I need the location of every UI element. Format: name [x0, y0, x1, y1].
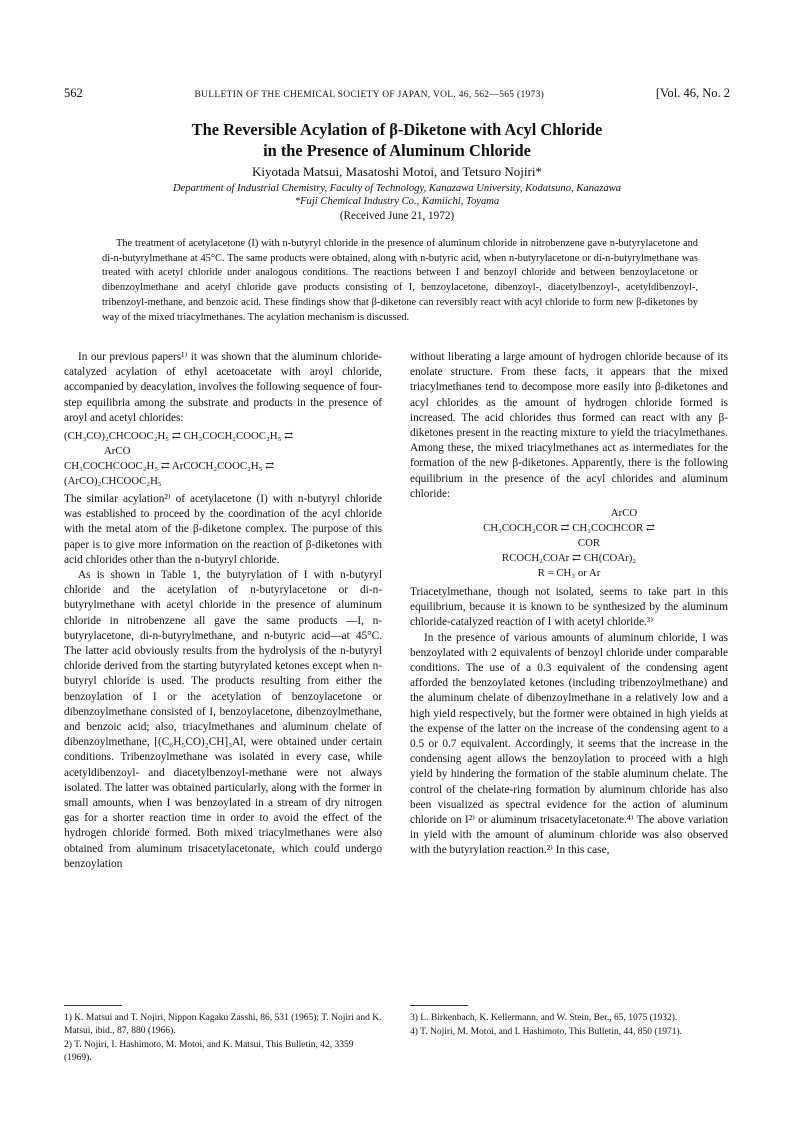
footnote: 2) T. Nojiri, I. Hashimoto, M. Motoi, and K. Matsui, This Bulletin, 42, 3359 (1969).: [64, 1040, 354, 1063]
equation-line: RCOCH₂COAr ⇄ CH(COAr)₂: [501, 552, 637, 565]
equation-line: ArCO: [610, 507, 638, 520]
footnote-rule: [410, 1005, 468, 1006]
received-date: (Received June 21, 1972): [339, 210, 455, 222]
affiliation-1: Department of Industrial Chemistry, Faculty of Technology, Kanazawa University, Kodatsuno, Kanazawa: [172, 183, 622, 194]
footnote-rule: [64, 1005, 122, 1006]
equation-line: COR: [577, 537, 601, 550]
footnote: 4) T. Nojiri, M. Motoi, and I. Hashimoto, This Bulletin, 44, 850 (1971).: [410, 1027, 683, 1037]
journal-citation: BULLETIN OF THE CHEMICAL SOCIETY OF JAPAN, VOL. 46, 562—565 (1973): [194, 90, 545, 100]
equation-line: CH₃COCH₂COR ⇄ CH₃COCHCOR ⇄: [483, 522, 655, 535]
paragraph: In the presence of various amounts of aluminum chloride, I was benzoylated with 2 equivalents of benzoyl chloride under comparable conditions. The use of a 0.3 equivalent of the condensing agent afforded the benzoylated ketones (including tribenzoylmethane) and the aluminum chelate of dibenzoylmethane in a relatively low and a high yield respectively, but the former were obtained in high yields at the expense of the latter on the increase of the condensing agent to a 0.5 or 0.7 equivalent. Accordingly, it seems that the increase in the condensing agent allows the benzoylation to proceed with a high yield by hindering the formation of the stable aluminum chelate. The control of the chelate-ring formation by aluminum chloride has also been visualized as spectral evidence for the action of aluminum chloride on I²⁾ or aluminum trisacetylacetonate.⁴⁾ The above variation in yield with the amount of aluminum chloride was also observed with the butyrylation reaction.²⁾ In this case,: [410, 631, 728, 857]
authors: Kiyotada Matsui, Masatoshi Motoi, and Tetsuro Nojiri*: [252, 164, 542, 179]
equilibrium-scheme-2: [410, 506, 728, 581]
paragraph: without liberating a large amount of hydrogen chloride because of its enolate structure. From these facts, it appears that the mixed triacylmethanes tend to decompose more easily into β-diketones and acyl chlorides as the amount of hydrogen chloride formed is increased. The acid chlorides thus formed can react with any β-diketones present in the reacting mixture to yield the triacylmethanes. Among these, the mixed triacylmethanes act as intermediates for the formation of the new β-diketones. Apparently, there is the following equilibrium in the presence of the acyl chlorides and aluminum chloride:: [410, 351, 728, 500]
footnote: 1) K. Matsui and T. Nojiri, Nippon Kagaku Zasshi, 86, 531 (1965); T. Nojiri and K. Matsui, ibid., 87, 880 (1966).: [64, 1013, 382, 1036]
volume-issue: [Vol. 46, No. 2: [655, 86, 730, 100]
paragraph: In our previous papers¹⁾ it was shown that the aluminum chloride-catalyzed acylation of ethyl acetoacetate with aroyl chloride, accompanied by deacylation, involves the following sequence of four-step equilibria among the substrate and products in the presence of aroyl and acetyl chlorides:: [64, 351, 382, 424]
running-head: [64, 86, 730, 101]
paper-title: [64, 119, 730, 161]
right-column: [410, 350, 728, 859]
title-line-1: The Reversible Acylation of β-Diketone with Acyl Chloride: [191, 120, 603, 139]
footnotes-right: [410, 1012, 728, 1040]
equation-line: R = CH₃ or Ar: [537, 567, 601, 580]
footnotes-left: [64, 1012, 382, 1066]
page-number: 562: [64, 86, 83, 100]
paragraph: The similar acylation²⁾ of acetylacetone (I) with n-butyryl chloride was established to proceed by the coordination of the acyl chloride with the metal atom of the β-diketone complex. The purpose of this paper is to give more information on the reaction of β-diketones with acid chlorides other than the n-butyryl chloride.: [64, 493, 382, 566]
paragraph: As is shown in Table 1, the butyrylation of I with n-butyryl chloride and the acetylation of n-butyrylacetone or di-n-butyrylmethane with acetyl chloride in the presence of aluminum chloride in nitrobenzene all gave the same products —I, n-butyrylacetone, di-n-butyrylmethane, and n-butyric acid—at 45°C. The latter acid obviously results from the hydrolysis of the n-butyryl chloride derived from the starting butyrylated ketones except when n-butyryl chloride is used. The products resulting from either the benzoylation of I or the acetylation of benzoylacetone or dibenzoylmethane consisted of I, benzoylacetone, dibenzoylmethane, and benzoic acid; also, triacylmethanes and aluminum chelate of dibenzoylmethane, [(C₆H₅CO)₂CH]₃Al, were obtained under certain conditions. Tribenzoylmethane was isolated in every case, while acetyldibenzoyl- and diacetylbenzoyl-methane were not always isolated. The latter was obtained particularly, along with the former in small amounts, when I was benzoylated in a stream of dry nitrogen gas for a shorter reaction time in order to avoid the effect of the hydrogen chloride formed. Both mixed triacylmethanes were also obtained from aluminum trisacetylacetonate, which could undergo benzoylation: [64, 569, 382, 870]
title-line-2: in the Presence of Aluminum Chloride: [263, 141, 531, 160]
paragraph: Triacetylmethane, though not isolated, seems to take part in this equilibrium, because it is known to be synthesized by the aluminum chloride-catalyzed reaction of I with acetyl chloride.³⁾: [410, 586, 728, 629]
equilibrium-scheme-1: [64, 429, 382, 489]
equation-line: (CH₃CO)₂CHCOOC₂H₅ ⇄ CH₃COCH₂COOC₂H₅ ⇄: [64, 430, 294, 443]
equation-line: (ArCO)₂CHCOOC₂H₅: [64, 475, 162, 488]
abstract: The treatment of acetylacetone (I) with n-butyryl chloride in the presence of aluminum chloride in nitrobenzene gave n-butyrylacetone and di-n-butyrylmethane at 45°C. The same products were obtained, along with n-butyric acid, when n-butyrylacetone or di-n-butyrylmethane was treated with acetyl chloride under analogous conditions. The reactions between I and benzoyl chloride and between benzoylacetone or dibenzoylmethane and acetyl chloride gave products consisting of I, benzoylacetone, dibenzoyl-, diacetylbenzoyl-, acetyldibenzoyl-, tribenzoyl-methane, and benzoic acid. These findings show that β-diketone can reversibly react with acyl chloride to form new β-diketones by way of the mixed triacylmethanes. The acylation mechanism is discussed.: [102, 238, 698, 323]
left-column: [64, 350, 382, 872]
affiliation-2: *Fuji Chemical Industry Co., Kamiichi, Toyama: [294, 196, 500, 207]
equation-line: ArCO: [104, 445, 131, 458]
footnote: 3) L. Birkenbach, K. Kellermann, and W. Stein, Ber., 65, 1075 (1932).: [410, 1013, 678, 1023]
equation-line: CH₃COCHCOOC₂H₅ ⇄ ArCOCH₂COOC₂H₅ ⇄: [64, 460, 275, 473]
